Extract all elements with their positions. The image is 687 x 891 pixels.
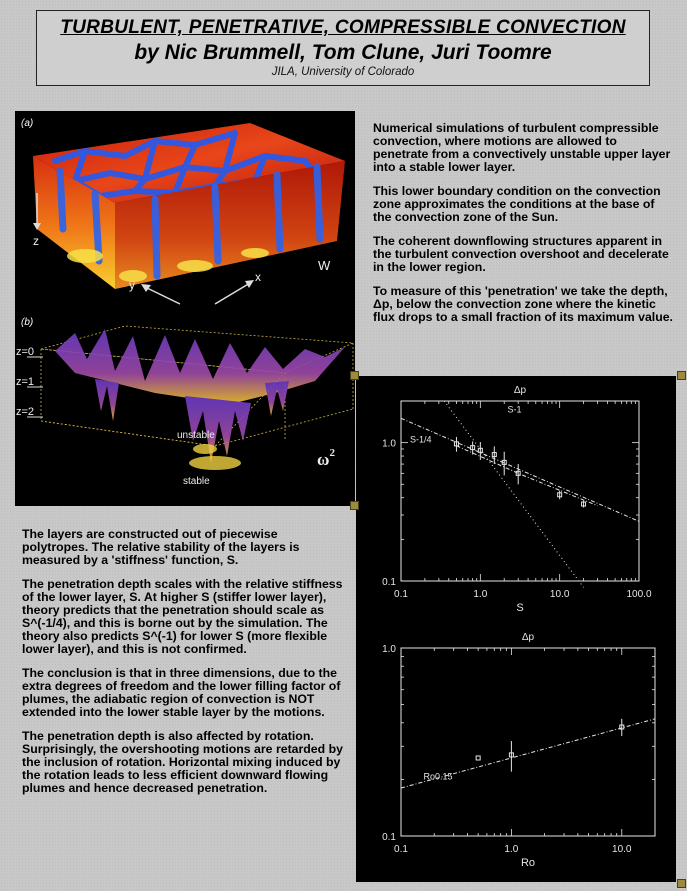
corner-marker bbox=[677, 371, 686, 380]
x-tick-label: 10.0 bbox=[612, 844, 632, 855]
theory-line bbox=[444, 401, 583, 587]
plot-title: Δp bbox=[521, 632, 535, 643]
corner-marker bbox=[350, 371, 359, 380]
simulation-figure bbox=[15, 111, 355, 506]
line-annotation: Ro0.15 bbox=[423, 771, 453, 782]
plot-frame bbox=[401, 648, 655, 836]
y-tick-label: 1.0 bbox=[382, 644, 396, 655]
field-w-label: W bbox=[318, 258, 331, 273]
body-paragraph: The conclusion is that in three dimensions, due to the extra degrees of freedom and the lower filling factor of plumes, the adiabatic region of convection is NOT extended into the lower stable layer by the motions. bbox=[22, 666, 341, 719]
data-point bbox=[476, 756, 480, 760]
x-tick-label: 1.0 bbox=[473, 589, 488, 600]
intro-paragraph: Numerical simulations of turbulent compressible convection, where motions are allowed to penetrate from a convectively unstable upper layer into a stable lower layer. bbox=[373, 121, 671, 174]
poster-header bbox=[36, 10, 650, 86]
intro-paragraph: To measure of this 'penetration' we take the depth, Δp, below the convection zone where the kinetic flux drops to a small fraction of its maximum value. bbox=[373, 284, 673, 324]
intro-paragraph: This lower boundary condition on the convection zone approximates the conditions at the base of the convection zone of the Sun. bbox=[373, 184, 661, 224]
line-annotation: S-1 bbox=[507, 404, 522, 415]
level-z2-label: z=2 bbox=[16, 406, 35, 418]
panel-b-label: (b) bbox=[21, 317, 34, 328]
level-z1-label: z=1 bbox=[16, 376, 35, 388]
plot-panel bbox=[356, 376, 676, 882]
poster-title: TURBULENT, PENETRATIVE, COMPRESSIBLE CONVECTION bbox=[60, 17, 626, 38]
stable-region-label: stable bbox=[183, 476, 210, 487]
axis-z-label: z bbox=[33, 234, 39, 248]
x-tick-label: 10.0 bbox=[549, 589, 570, 600]
y-tick-label: 1.0 bbox=[382, 438, 396, 450]
corner-marker bbox=[350, 501, 359, 510]
unstable-region-label: unstable bbox=[177, 430, 215, 441]
plot-xlabel: Ro bbox=[520, 857, 536, 869]
intro-paragraph: The coherent downflowing structures apparent in the turbulent convection overshoot and decelerate in the lower region. bbox=[373, 234, 669, 274]
body-paragraph: The layers are constructed out of piecewise polytropes. The relative stability of the layers is measured by a 'stiffness' function, S. bbox=[22, 527, 300, 567]
convection-box bbox=[33, 123, 345, 289]
axis-x-label: x bbox=[255, 270, 261, 284]
penetration-plots bbox=[356, 376, 676, 882]
body-paragraph: The penetration depth is also affected by rotation. Surprisingly, the overshooting motions are retarded by the inclusion of rotation. Horizontal mixing induced by the rotation leads to less efficient downward flowing plumes and hence decreased penetration. bbox=[22, 729, 343, 795]
poster-authors: by Nic Brummell, Tom Clune, Juri Toomre bbox=[134, 41, 552, 64]
panel-a-label: (a) bbox=[21, 118, 34, 129]
plot-xlabel: S bbox=[516, 602, 524, 614]
plot-title: Δp bbox=[513, 385, 527, 396]
x-tick-label: 100.0 bbox=[626, 589, 652, 600]
field-omega-label: $\omega^2$ bbox=[317, 447, 335, 469]
line-annotation: S-1/4 bbox=[410, 434, 432, 445]
level-z0-label: z=0 bbox=[16, 346, 35, 358]
vorticity-box bbox=[41, 326, 353, 470]
x-axis-arrow bbox=[215, 280, 254, 304]
x-tick-label: 0.1 bbox=[394, 589, 408, 600]
poster-affiliation: JILA, University of Colorado bbox=[271, 66, 415, 78]
x-tick-label: 0.1 bbox=[394, 844, 408, 855]
theory-line bbox=[401, 418, 639, 521]
theory-line bbox=[456, 446, 597, 506]
corner-marker bbox=[677, 879, 686, 888]
y-tick-label: 0.1 bbox=[382, 832, 396, 843]
simulation-figure-panel bbox=[15, 111, 355, 506]
y-axis-arrow bbox=[141, 284, 180, 304]
x-tick-label: 1.0 bbox=[504, 844, 519, 855]
body-paragraph: The penetration depth scales with the relative stiffness of the lower layer, S. At higher S (stiffer lower layer), theory predicts that the penetration should scale as S^(-1/4), and this is borne out by the simulation. The theory also predicts S^(-1) for lower S (more flexible lower layer), and this is not confirmed. bbox=[22, 577, 343, 656]
plot-frame bbox=[401, 401, 639, 581]
body-text bbox=[22, 528, 347, 806]
intro-text bbox=[373, 122, 673, 335]
y-tick-label: 0.1 bbox=[382, 577, 396, 588]
axis-y-label: y bbox=[129, 278, 135, 292]
